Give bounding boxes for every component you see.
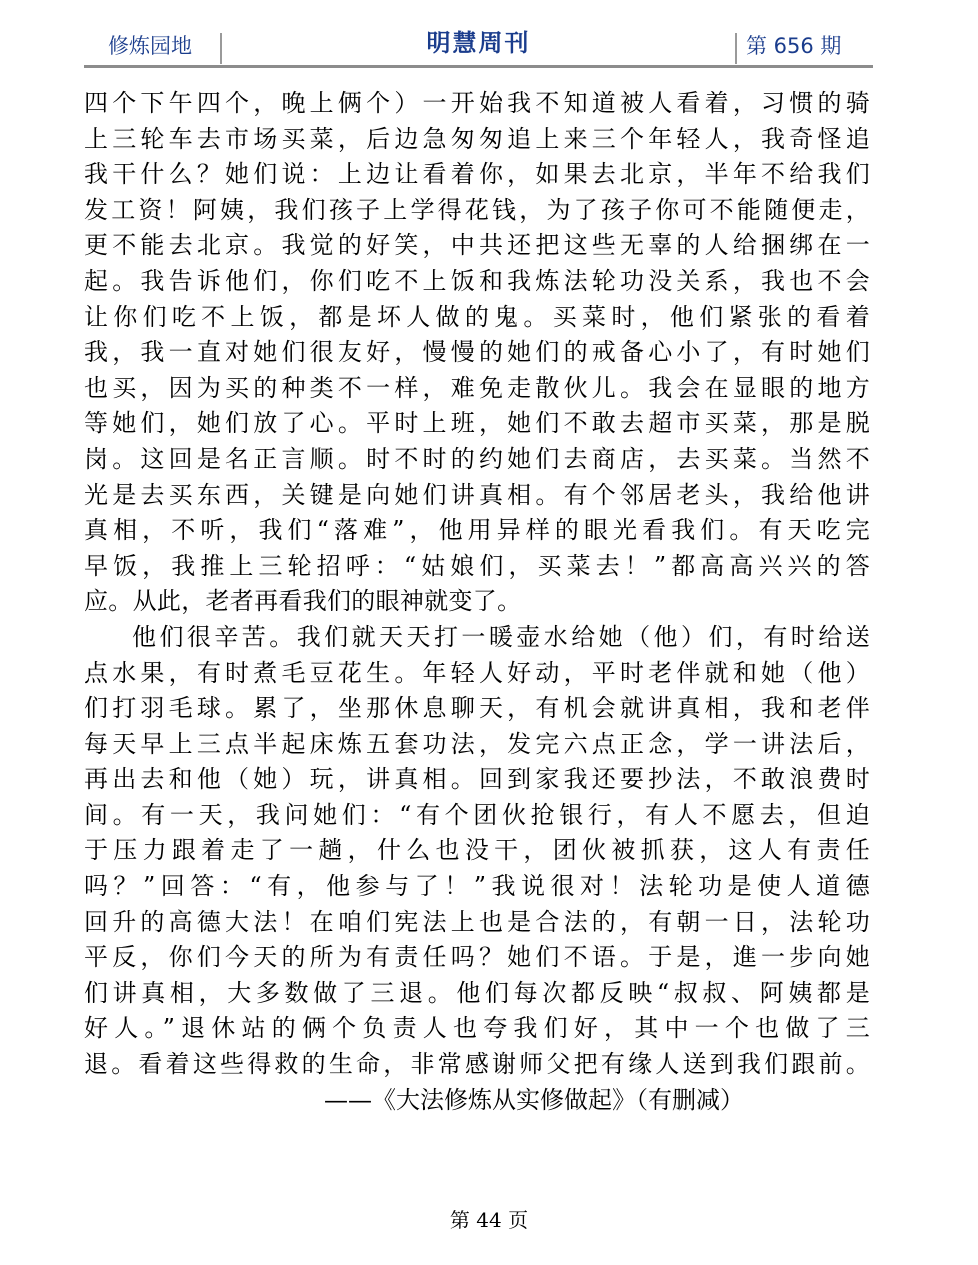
section-label: 修炼园地	[108, 34, 192, 58]
publication-title: 明慧周刊	[426, 29, 531, 57]
article-body	[84, 86, 870, 1118]
body-line: 早饭，我推上三轮招呼：“姑娘们，买菜去！”都高高兴兴的答	[84, 551, 870, 580]
issue-number: 第 656 期	[746, 34, 842, 58]
body-line: 四个下午四个，晚上俩个）一开始我不知道被人看着，习惯的骑	[84, 89, 870, 117]
body-line: 让你们吃不上饭，都是坏人做的鬼。买菜时，他们紧张的看着	[84, 302, 870, 331]
page-header	[84, 27, 873, 67]
source-attribution: ——《大法修炼从实修做起》（有删减）	[324, 1085, 744, 1114]
body-line: 间。有一天，我问她们：“有个团伙抢银行，有人不愿去，但迫	[84, 800, 870, 829]
body-line: 更不能去北京。我觉的好笑，中共还把这些无辜的人给捆绑在一	[84, 231, 870, 260]
body-line: 发工资！阿姨，我们孩子上学得花钱，为了孩子你可不能随便走，	[84, 195, 870, 224]
body-line: 上三轮车去市场买菜，后边急匆匆追上来三个年轻人，我奇怪追	[84, 124, 870, 153]
body-line: 们讲真相，大多数做了三退。他们每次都反映“叔叔、阿姨都是	[84, 978, 870, 1007]
body-line: 我，我一直对她们很友好，慢慢的她们的戒备心小了，有时她们	[84, 338, 870, 367]
body-line: 起。我告诉他们，你们吃不上饭和我炼法轮功没关系，我也不会	[84, 266, 870, 295]
body-line: 真相，不听，我们“落难”，他用异样的眼光看我们。有天吃完	[84, 516, 870, 545]
body-line: 再出去和他（她）玩，讲真相。回到家我还要抄法，不敢浪费时	[84, 765, 870, 794]
body-line: 岗。这回是名正言顺。时不时的约她们去商店，去买菜。当然不	[84, 444, 870, 473]
body-line: 等她们，她们放了心。平时上班，她们不敢去超市买菜，那是脱	[84, 409, 870, 438]
header-rule	[84, 65, 873, 68]
body-line: 应。从此，老者再看我们的眼神就变了。	[84, 587, 522, 616]
body-line: 们打羽毛球。累了，坐那休息聊天，有机会就讲真相，我和老伴	[84, 694, 870, 723]
body-line: 也买，因为买的种类不一样，难免走散伙儿。我会在显眼的地方	[84, 373, 870, 402]
body-line: 平反，你们今天的所为有责任吗？她们不语。于是，進一步向她	[84, 943, 870, 972]
body-line: 退。看着这些得救的生命，非常感谢师父把有缘人送到我们跟前。	[84, 1050, 870, 1079]
page-number: 第 44 页	[449, 1208, 529, 1232]
body-line: 点水果，有时煮毛豆花生。年轻人好动，平时老伴就和她（他）	[84, 658, 870, 687]
body-line: 好人。”退休站的俩个负责人也夸我们好，其中一个也做了三	[84, 1014, 870, 1043]
body-line: 于压力跟着走了一趟，什么也没干，团伙被抓获，这人有责任	[84, 836, 870, 865]
body-line: 我干什么？她们说：上边让看着你，如果去北京，半年不给我们	[84, 160, 870, 189]
body-line: 他们很辛苦。我们就天天打一暖壶水给她（他）们，有时给送	[132, 622, 870, 651]
header-divider-right	[735, 33, 737, 64]
body-line: 吗？”回答：“有，他参与了！”我说很对！法轮功是使人道德	[84, 872, 870, 901]
body-line: 光是去买东西，关键是向她们讲真相。有个邻居老头，我给他讲	[84, 480, 870, 509]
body-line: 回升的高德大法！在咱们宪法上也是合法的，有朝一日，法轮功	[84, 907, 870, 936]
body-line: 每天早上三点半起床炼五套功法，发完六点正念，学一讲法后，	[84, 729, 870, 758]
